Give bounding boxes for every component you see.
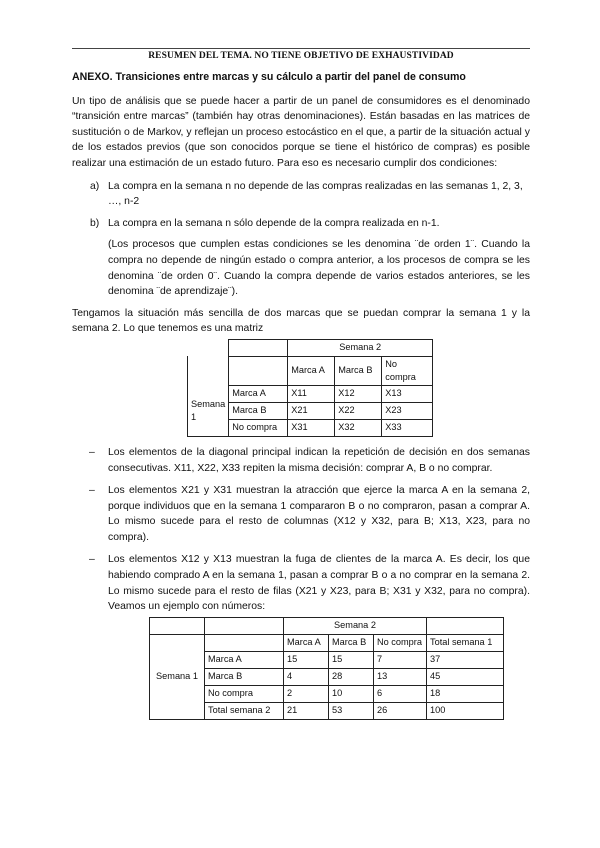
cell: X31 [288,419,335,436]
empty-cell [229,356,288,385]
bullet-marker: – [89,446,95,458]
bullet-diagonal [72,445,530,476]
table-row [188,356,433,385]
bullet-attraction [72,483,530,545]
cell: 53 [329,702,374,719]
cell: 21 [284,702,329,719]
column-header: Total semana 1 [427,634,504,651]
condition-text: La compra en la semana n sólo depende de la compra realizada en n-1. [108,217,440,229]
row-group-label: Semana 1 [188,385,229,436]
cell: 15 [329,651,374,668]
row-group-label: Semana 1 [150,634,205,719]
empty-cell [205,617,284,634]
bullet-marker: – [89,485,95,497]
column-header: No compra [382,356,433,385]
empty-cell [150,617,205,634]
empty-cell [229,339,288,356]
row-label: Total semana 2 [205,702,284,719]
order-note: (Los procesos que cumplen estas condiciones se les denomina ¨de orden 1¨. Cuando la compra no depende de ningún estado o compra anterior, a los procesos de compra se les denomina ¨de orden 0¨. Cuando la compra depende de varios estados anteriores, se les denomina ¨de aprendizaje¨). [108,239,530,298]
cell: 18 [427,685,504,702]
bullet-leakage [72,552,530,614]
header-rule [72,48,530,49]
empty-cell [188,339,229,356]
condition-label: a) [90,180,100,192]
table-row [150,617,504,634]
condition-b [72,216,530,232]
row-label: Marca B [229,402,288,419]
empty-cell [205,634,284,651]
cell: 37 [427,651,504,668]
page-header: RESUMEN DEL TEMA. NO TIENE OBJETIVO DE EXHAUSTIVIDAD [148,51,454,61]
cell: X13 [382,385,433,402]
row-label: No compra [229,419,288,436]
cell: 6 [374,685,427,702]
group-header: Semana 2 [284,617,427,634]
table-row [188,339,433,356]
column-header: Marca A [284,634,329,651]
matrix-intro: Tengamos la situación más sencilla de dos marcas que se puedan comprar la semana 1 y la semana 2. Lo que tenemos es una matriz [72,307,530,335]
section-title: ANEXO. Transiciones entre marcas y su cálculo a partir del panel de consumo [72,71,466,83]
cell: X11 [288,385,335,402]
cell: 26 [374,702,427,719]
empty-cell [427,617,504,634]
cell: 13 [374,668,427,685]
cell: X12 [335,385,382,402]
empty-cell [188,356,229,385]
table-row [150,634,504,651]
cell: X21 [288,402,335,419]
column-header: No compra [374,634,427,651]
condition-text: La compra en la semana n no depende de las compras realizadas en las semanas 1, 2, 3, …, n-2 [108,180,523,208]
column-header: Marca B [329,634,374,651]
example-table [149,617,504,720]
cell: 15 [284,651,329,668]
condition-label: b) [90,217,100,229]
row-label: Marca A [229,385,288,402]
cell: X32 [335,419,382,436]
bullet-text: Los elementos de la diagonal principal indican la repetición de decisión en dos semanas consecutivas. X11, X22, X33 repiten la misma decisión: comprar A, B o no comprar. [108,446,530,474]
cell: X23 [382,402,433,419]
row-label: Marca A [205,651,284,668]
cell: 45 [427,668,504,685]
cell: 10 [329,685,374,702]
document-body [72,70,530,720]
bullet-text: Los elementos X12 y X13 muestran la fuga de clientes de la marca A. Es decir, los que habiendo comprado A en la semana 1, pasan a comprar B o a no comprar en la semana 2. Lo mismo sucede para el resto de filas (X21 y X23, para B; X31 y X32, para no compra). Veamos un ejemplo con números: [108,554,530,613]
intro-paragraph: Un tipo de análisis que se puede hacer a partir de un panel de consumidores es el denominado “transición entre marcas” (también hay otras denominaciones). Están basadas en las matrices de sustitución o de Markov, y reflejan un proceso estocástico en el que, a partir de la situación actual y de los estados previos (que son conocidos porque se tiene el histórico de compras) es posible realizar una estimación de un estado futuro. Para eso es necesario cumplir dos condiciones: [72,95,530,169]
cell: 2 [284,685,329,702]
condition-a [72,179,530,210]
transition-matrix-table [187,339,433,437]
row-label: No compra [205,685,284,702]
group-header: Semana 2 [288,339,433,356]
column-header: Marca B [335,356,382,385]
bullet-text: Los elementos X21 y X31 muestran la atracción que ejerce la marca A en la semana 2, porque individuos que en la semana 1 compararon B o no compraron, pasan a comprar A. Lo mismo sucede para el resto de columnas (X12 y X32, para B; X13, X23, para no compra). [108,485,530,543]
column-header: Marca A [288,356,335,385]
cell: 7 [374,651,427,668]
table-row [188,385,433,402]
cell: X22 [335,402,382,419]
cell: 4 [284,668,329,685]
cell: 28 [329,668,374,685]
cell: 100 [427,702,504,719]
cell: X33 [382,419,433,436]
bullet-marker: – [89,554,95,566]
row-label: Marca B [205,668,284,685]
